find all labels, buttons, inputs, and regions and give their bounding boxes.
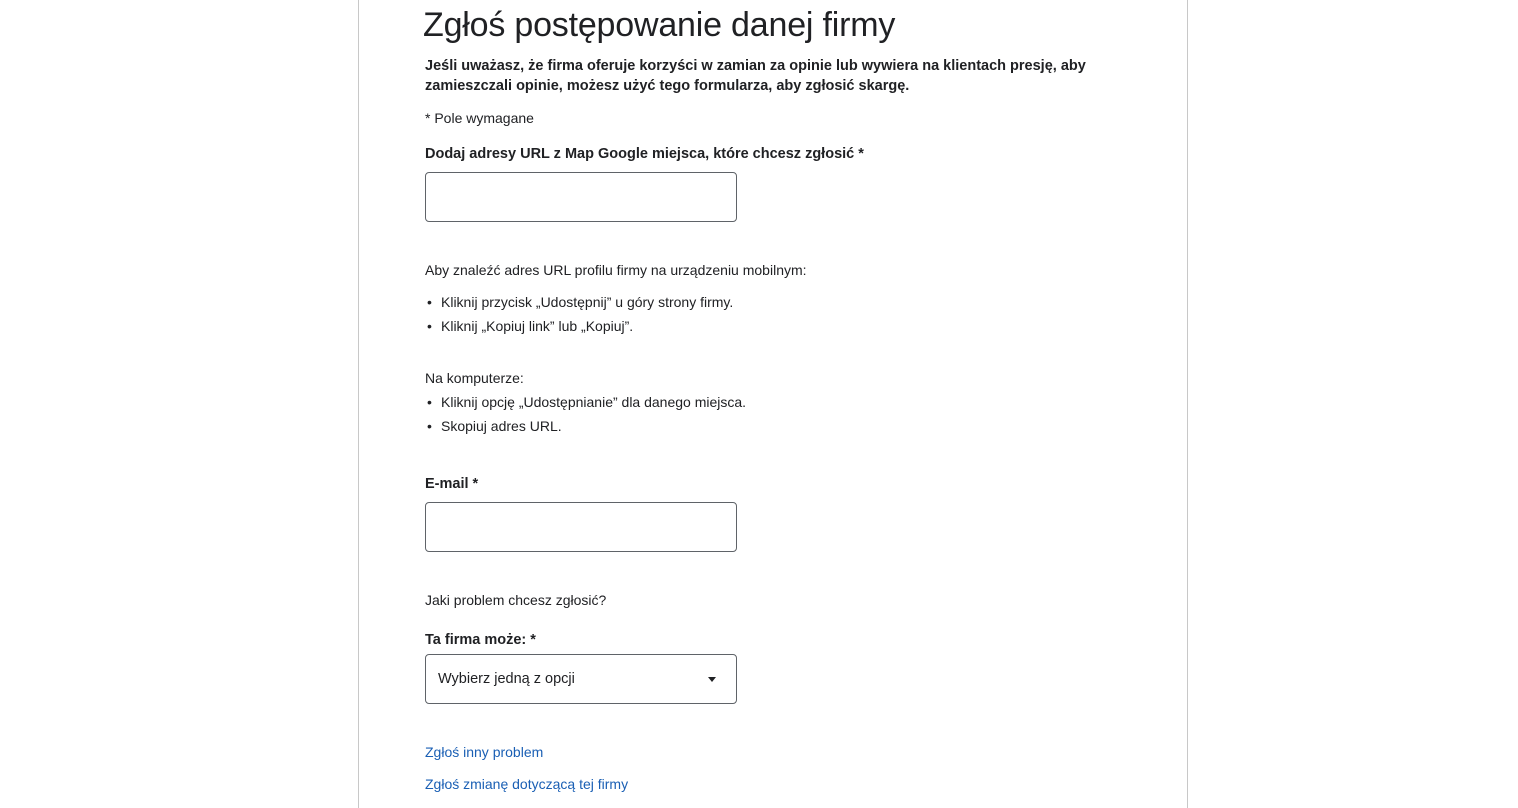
email-input[interactable] xyxy=(426,503,736,551)
required-note: * Pole wymagane xyxy=(425,110,534,126)
url-input[interactable] xyxy=(426,173,736,221)
arrow-drop-down-icon xyxy=(708,677,716,682)
list-item xyxy=(425,290,733,314)
desktop-step-1: Kliknij opcję „Udostępnianie” dla danego miejsca. xyxy=(441,394,747,410)
form-card xyxy=(358,0,1188,808)
url-field-label: Dodaj adresy URL z Map Google miejsca, które chcesz zgłosić * xyxy=(425,146,864,162)
desktop-step-2: Skopiuj adres URL. xyxy=(441,418,562,434)
intro-text: Jeśli uważasz, że firma oferuje korzyści w zamian za opinie lub wywiera na klientach presję, aby zamieszczali opinie, możesz użyć tego formularza, aby zgłosić skargę. xyxy=(425,58,1086,94)
mobile-help-heading: Aby znaleźć adres URL profilu firmy na urządzeniu mobilnym: xyxy=(425,262,807,278)
bullet: • xyxy=(427,318,432,334)
problem-select[interactable] xyxy=(425,654,737,704)
bullet: • xyxy=(427,394,432,410)
mobile-step-1: Kliknij przycisk „Udostępnij” u góry strony firmy. xyxy=(441,294,734,310)
problem-select-value: Wybierz jedną z opcji xyxy=(438,671,575,687)
list-item xyxy=(425,390,746,414)
mobile-help-steps xyxy=(425,290,733,338)
bullet: • xyxy=(427,418,432,434)
list-item xyxy=(425,314,733,338)
email-field-label: E-mail * xyxy=(425,476,479,492)
mobile-step-2: Kliknij „Kopiuj link” lub „Kopiuj”. xyxy=(441,318,634,334)
desktop-help-steps xyxy=(425,390,746,438)
page-title: Zgłoś postępowanie danej firmy xyxy=(423,6,896,44)
list-item xyxy=(425,414,746,438)
email-field[interactable] xyxy=(425,502,737,552)
report-change-link[interactable]: Zgłoś zmianę dotyczącą tej firmy xyxy=(425,776,629,792)
problem-select-label: Ta firma może: * xyxy=(425,632,536,648)
report-other-problem-link[interactable]: Zgłoś inny problem xyxy=(425,744,544,760)
problem-question: Jaki problem chcesz zgłosić? xyxy=(425,592,607,608)
bullet: • xyxy=(427,294,432,310)
url-field[interactable] xyxy=(425,172,737,222)
desktop-help-heading: Na komputerze: xyxy=(425,370,524,386)
